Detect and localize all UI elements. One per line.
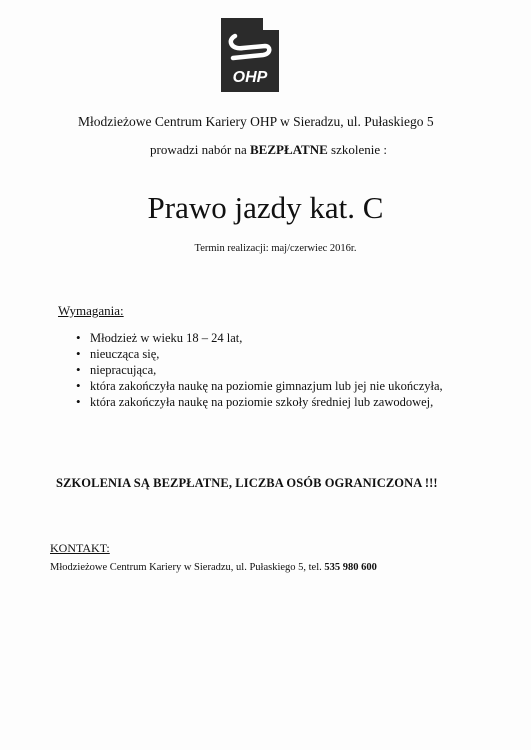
course-title: Prawo jazdy kat. C (147, 190, 384, 225)
requirement-item: • nieucząca się, (76, 346, 443, 362)
requirement-item: • Młodzież w wieku 18 – 24 lat, (76, 330, 443, 346)
recruitment-suffix: szkolenie : (331, 142, 387, 157)
free-label: BEZPŁATNE (250, 142, 328, 157)
ohp-logo-shape (213, 14, 287, 100)
requirement-item: • niepracująca, (76, 362, 443, 378)
contact-phone: 535 980 600 (324, 562, 377, 573)
requirements-heading: Wymagania: (58, 303, 124, 318)
contact-address: Młodzieżowe Centrum Kariery w Sieradzu, ul. Pułaskiego 5, tel. (50, 562, 322, 573)
requirement-item: • która zakończyła naukę na poziomie szkoły średniej lub zawodowej, (76, 394, 443, 410)
course-term: Termin realizacji: maj/czerwiec 2016r. (194, 243, 357, 254)
recruitment-line (150, 142, 450, 158)
organizer-line: Młodzieżowe Centrum Kariery OHP w Sieradzu, ul. Pułaskiego 5 (78, 114, 434, 129)
free-notice: SZKOLENIA SĄ BEZPŁATNE, LICZBA OSÓB OGRANICZONA !!! (56, 476, 438, 490)
contact-line (50, 562, 377, 573)
ohp-logo (213, 14, 287, 100)
requirements-list (76, 330, 443, 410)
ohp-logo-text: OHP (232, 69, 268, 86)
contact-heading: KONTAKT: (50, 541, 110, 555)
requirement-item: • która zakończyła naukę na poziomie gimnazjum lub jej nie ukończyła, (76, 378, 443, 394)
recruitment-prefix: prowadzi nabór na (150, 142, 247, 157)
